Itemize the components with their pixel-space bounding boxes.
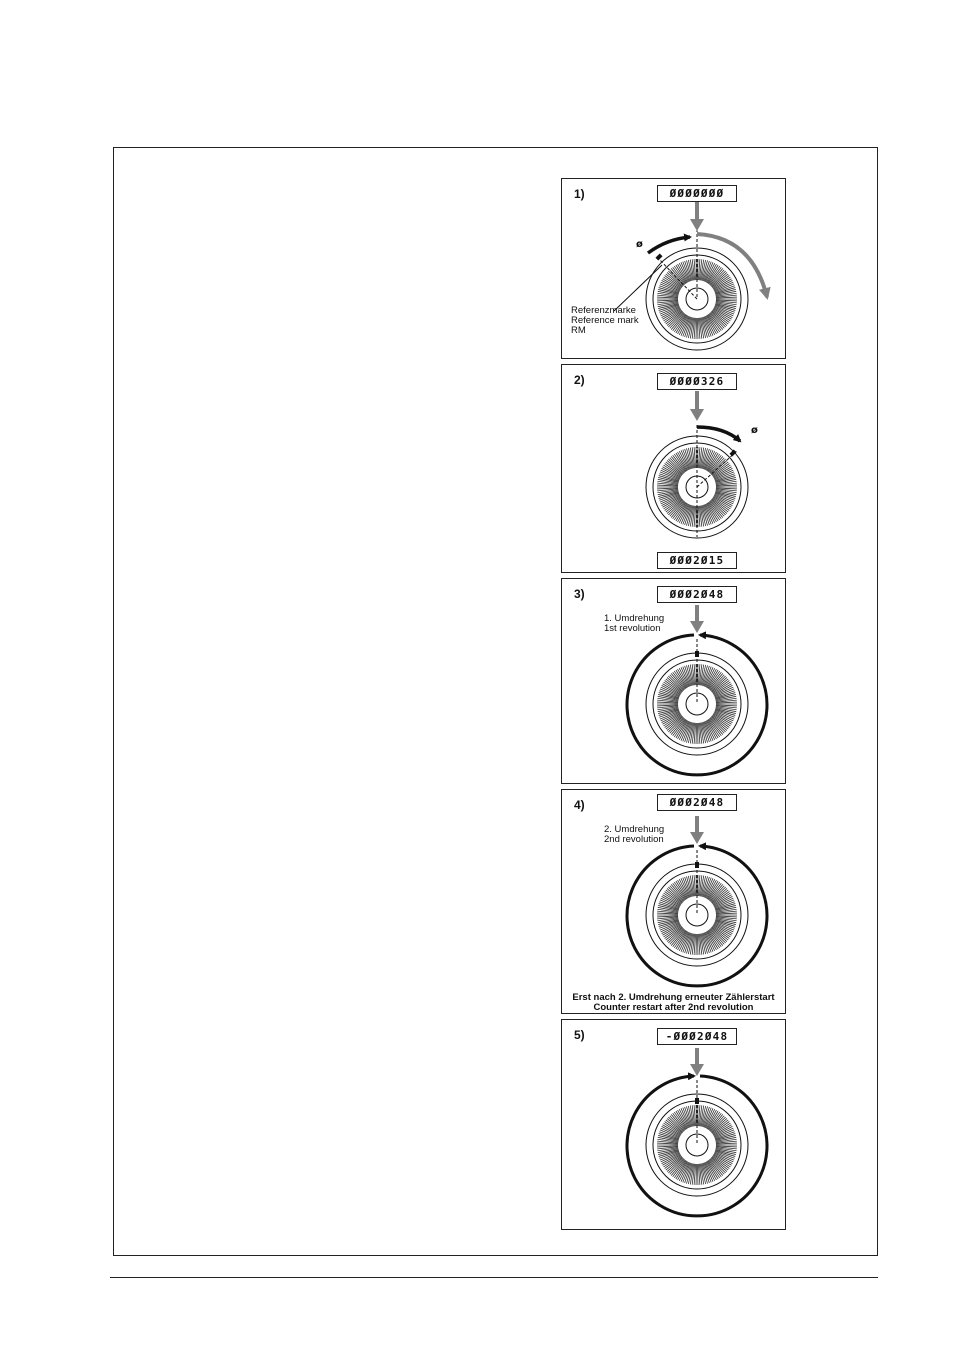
readout-arrowhead bbox=[690, 832, 704, 844]
graduation-tick bbox=[697, 259, 698, 280]
encoder-diagram-3 bbox=[562, 579, 786, 784]
panel-step-1 bbox=[561, 178, 786, 359]
step-number: 5) bbox=[574, 1028, 585, 1042]
counter-display: -ØØØ2Ø48 bbox=[657, 1028, 737, 1045]
graduation-tick bbox=[697, 506, 698, 527]
panel-step-4 bbox=[561, 789, 786, 1014]
step-number: 1) bbox=[574, 187, 585, 201]
readout-arrowhead bbox=[690, 219, 704, 231]
counter-display: ØØØØØØØ bbox=[657, 185, 737, 202]
readout-arrowhead bbox=[690, 621, 704, 633]
step-number: 2) bbox=[574, 373, 585, 387]
reference-mark-label-de: Referenzmarke bbox=[571, 305, 636, 316]
graduation-tick bbox=[696, 447, 697, 468]
graduation-tick bbox=[697, 1164, 698, 1185]
revolution-label-en: 1st revolution bbox=[604, 623, 661, 634]
rotation-arrow-black bbox=[697, 427, 740, 441]
caption-en: Counter restart after 2nd revolution bbox=[593, 1002, 754, 1013]
graduation-tick bbox=[697, 934, 698, 955]
revolution-label-en: 2nd revolution bbox=[604, 834, 664, 845]
reference-mark bbox=[729, 449, 736, 456]
graduation-tick bbox=[697, 723, 698, 744]
graduation-tick bbox=[696, 934, 697, 955]
readout-arrowhead bbox=[690, 1064, 704, 1076]
rotation-arrow-black bbox=[648, 237, 690, 253]
step-number: 3) bbox=[574, 587, 585, 601]
graduation-tick bbox=[697, 664, 698, 685]
reference-mark bbox=[655, 253, 662, 260]
graduation-tick bbox=[696, 1105, 697, 1126]
reference-mark bbox=[695, 862, 699, 868]
counter-display-bottom: ØØØ2Ø15 bbox=[657, 552, 737, 569]
revolution-label-de: 1. Umdrehung bbox=[604, 613, 665, 624]
graduation-tick bbox=[696, 318, 697, 339]
graduation-tick bbox=[697, 447, 698, 468]
graduation-tick bbox=[697, 318, 698, 339]
reference-mark-label-abbr: RM bbox=[571, 325, 586, 336]
graduation-tick bbox=[697, 875, 698, 896]
counter-display: ØØØ2Ø48 bbox=[657, 586, 737, 603]
graduation-tick bbox=[696, 664, 697, 685]
zero-mark-symbol: ø bbox=[636, 239, 643, 250]
graduation-tick bbox=[696, 875, 697, 896]
reference-mark bbox=[695, 1098, 699, 1104]
panel-step-3 bbox=[561, 578, 786, 784]
panel-step-2 bbox=[561, 364, 786, 573]
encoder-diagram-2 bbox=[562, 365, 786, 573]
graduation-tick bbox=[696, 259, 697, 280]
counter-display: ØØØ2Ø48 bbox=[657, 794, 737, 811]
reference-mark bbox=[695, 651, 699, 657]
counter-display: ØØØØ326 bbox=[657, 373, 737, 390]
caption-de: Erst nach 2. Umdrehung erneuter Zählerstart bbox=[572, 992, 775, 1003]
encoder-diagram-1 bbox=[562, 179, 786, 359]
graduation-tick bbox=[696, 506, 697, 527]
readout-arrowhead bbox=[690, 409, 704, 421]
graduation-tick bbox=[696, 1164, 697, 1185]
zero-mark-symbol: ø bbox=[751, 425, 758, 436]
step-number: 4) bbox=[574, 798, 585, 812]
graduation-tick bbox=[696, 723, 697, 744]
revolution-label-de: 2. Umdrehung bbox=[604, 824, 665, 835]
panel-step-5 bbox=[561, 1019, 786, 1230]
encoder-diagram-4 bbox=[562, 790, 786, 1014]
encoder-diagram-5 bbox=[562, 1020, 786, 1230]
graduation-tick bbox=[697, 1105, 698, 1126]
reference-mark-label-en: Reference mark bbox=[571, 315, 639, 326]
footer-rule bbox=[110, 1277, 878, 1278]
